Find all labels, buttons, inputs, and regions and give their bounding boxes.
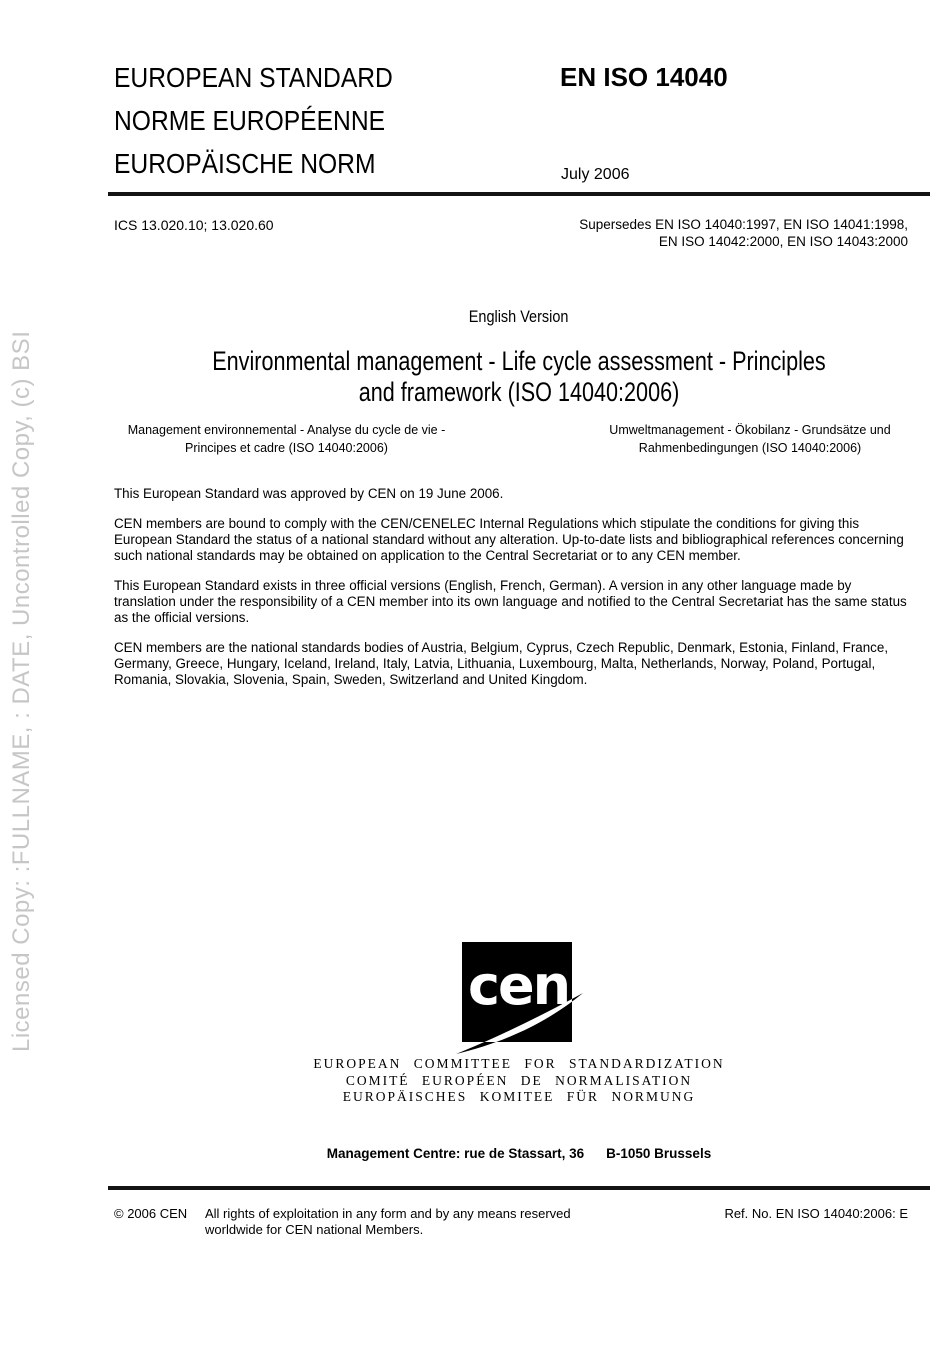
regulations-paragraph: CEN members are bound to comply with the CEN/CENELEC Internal Regulations which stipulate the conditions for giving this European Standard the status of a national standard without any alteration. Up-to-date lists and bibliographical references concerning such national standards may be obtained on application to the Central Secretariat or to any CEN member. [114,516,904,563]
title-german-translation: Umweltmanagement - Ökobilanz - Grundsätze und Rahmenbedingungen (ISO 14040:2006) [609,423,891,455]
versions-paragraph: This European Standard exists in three official versions (English, French, German). A version in any other language made by translation under the responsibility of a CEN member into its own language and notified to the Central Secretariat has the same status as the official versions. [114,578,907,625]
committee-name-de: EUROPÄISCHES KOMITEE FÜR NORMUNG [342,1089,696,1104]
heading-europaische-norm: EUROPÄISCHE NORM [114,148,376,179]
cen-logo-text: cen [468,954,570,1017]
document-title [108,346,930,408]
title-french-translation: Management environnemental - Analyse du cycle de vie - Principes et cadre (ISO 14040:2006) [127,423,446,455]
document-title-line-1: Environmental management - Life cycle assessment - Principles [212,346,826,376]
supersedes-line-1: Supersedes EN ISO 14040:1997, EN ISO 14041:1998, [579,217,908,232]
copyright-notice: © 2006 CEN [114,1206,188,1221]
supersedes-line-2: EN ISO 14042:2000, EN ISO 14043:2000 [658,234,908,249]
committee-names [108,1056,930,1106]
management-centre-address: Management Centre: rue de Stassart, 36 B-1050 Brussels [326,1146,712,1161]
standard-type-headings [114,56,431,185]
members-paragraph: CEN members are the national standards bodies of Austria, Belgium, Cyprus, Czech Republic, Denmark, Estonia, Finland, France, Germany, Greece, Hungary, Iceland, Ireland, Italy, Latvia, Lithuania, Luxembourg, Malta, Netherlands, Norway, Poland, Portugal, Romania, Slovakia, Slovenia, Spain, Sweden, Switzerland and United Kingdom. [114,640,889,687]
committee-name-en: EUROPEAN COMMITTEE FOR STANDARDIZATION [313,1056,725,1071]
heading-european-standard: EUROPEAN STANDARD [114,62,393,93]
heading-norme-europeenne: NORME EUROPÉENNE [114,105,386,136]
supersedes-note [579,216,908,250]
ics-codes: ICS 13.020.10; 13.020.60 [114,217,274,233]
version-label: English Version [469,307,569,326]
header-divider-rule [108,192,930,196]
cen-logo [456,942,586,1057]
bsi-license-watermark: Licensed Copy: :FULLNAME, : DATE, Uncontrolled Copy, (c) BSI [8,330,35,1052]
footer-divider-rule [108,1186,930,1190]
publication-date: July 2006 [561,166,630,183]
reference-number: Ref. No. EN ISO 14040:2006: E [724,1206,908,1221]
rights-statement: All rights of exploitation in any form and by any means reserved worldwide for CEN national Members. [205,1206,571,1237]
approval-paragraph: This European Standard was approved by CEN on 19 June 2006. [114,486,504,501]
standard-number: EN ISO 14040 [560,62,728,92]
document-title-line-2: and framework (ISO 14040:2006) [358,377,680,407]
approval-paragraphs [114,486,914,702]
committee-name-fr: COMITÉ EUROPÉEN DE NORMALISATION [345,1072,693,1088]
